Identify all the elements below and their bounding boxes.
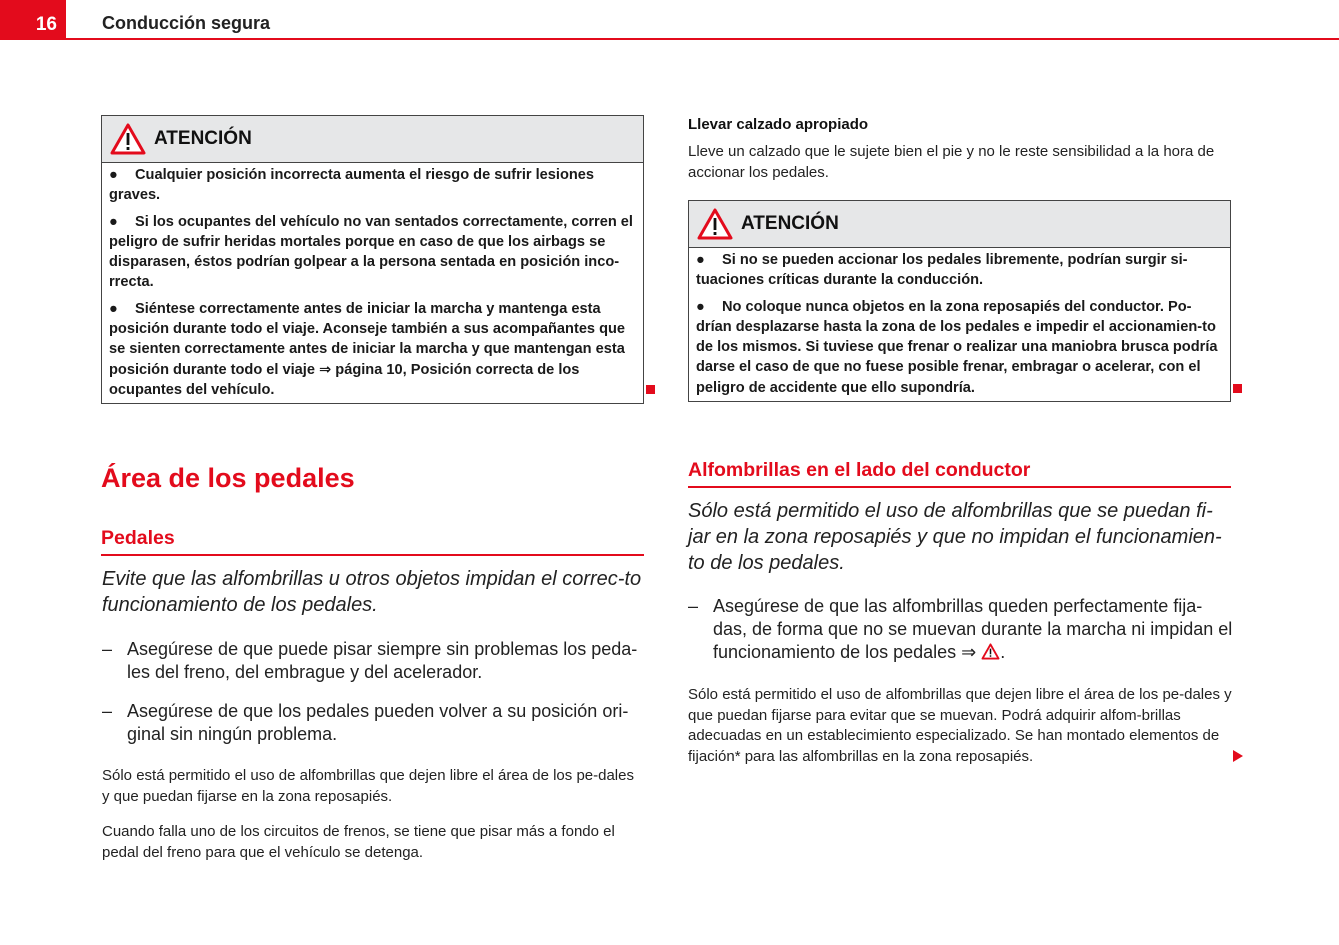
header-rule	[66, 38, 1339, 40]
bullet-icon: ●	[109, 167, 118, 183]
subsection-title-alfombrillas: Alfombrillas en el lado del conductor	[688, 459, 1231, 488]
intro-text: Sólo está permitido el uso de alfombrillas que se puedan fi-jar en la zona reposapiés y que no impidan el funcionamien-to de los pedales.	[688, 500, 1222, 574]
instruction-item: – Asegúrese de que los pedales pueden volver a su posición ori-ginal sin ningún problema.	[102, 701, 629, 744]
dash-icon: –	[102, 639, 113, 659]
bullet-icon: ●	[696, 298, 705, 315]
warning-title: ATENCIÓN	[154, 128, 252, 149]
dash-icon: –	[102, 701, 113, 721]
body-paragraph: Sólo está permitido el uso de alfombrillas que dejen libre el área de los pe-dales y que puedan fijarse para evitar que se muevan. Podrá adquirir alfom-brillas adecuadas en un establecimiento especializado. Se han montado elementos de fijación* para las alfombrillas en la zona reposapiés.	[688, 686, 1232, 765]
subsection-title-pedales: Pedales	[101, 527, 644, 556]
bullet-icon: ●	[696, 252, 705, 268]
instruction-item: – Asegúrese de que puede pisar siempre sin problemas los peda-les del freno, del embrague y del acelerador.	[102, 639, 638, 682]
end-of-section-mark	[646, 385, 655, 394]
warning-box-pedals	[688, 200, 1231, 402]
chapter-title: Conducción segura	[102, 13, 271, 33]
warning-triangle-icon	[697, 208, 733, 240]
warning-header	[689, 201, 1230, 248]
warning-item: ● Cualquier posición incorrecta aumenta el riesgo de sufrir lesiones graves.	[109, 167, 595, 204]
warning-reference-icon[interactable]	[981, 643, 1000, 660]
body-paragraph: Sólo está permitido el uso de alfombrillas que dejen libre el área de los pe-dales y que puedan fijarse en la zona reposapiés.	[102, 767, 634, 805]
warning-body	[689, 248, 1230, 401]
warning-item: ● Si no se pueden accionar los pedales libremente, podrían surgir si-tuaciones críticas durante la conducción.	[696, 252, 1188, 289]
bullet-icon: ●	[109, 213, 118, 230]
continue-arrow-icon	[1233, 750, 1243, 762]
dash-icon: –	[688, 596, 699, 616]
warning-triangle-icon	[110, 123, 146, 155]
warning-body	[102, 163, 643, 403]
instruction-item: – Asegúrese de que las alfombrillas queden perfectamente fija-das, de forma que no se muevan durante la marcha ni impidan el funcionamiento de los pedales ⇒ .	[688, 596, 1233, 662]
body-paragraph: Lleve un calzado que le sujete bien el pie y no le reste sensibilidad a la hora de accionar los pedales.	[688, 143, 1215, 181]
subhead-calzado: Llevar calzado apropiado	[688, 116, 869, 133]
bullet-icon: ●	[109, 300, 118, 317]
intro-text: Evite que las alfombrillas u otros objetos impidan el correc-to funcionamiento de los pedales.	[102, 568, 642, 616]
warning-header	[102, 116, 643, 163]
warning-item: ● No coloque nunca objetos en la zona reposapiés del conductor. Po-drían desplazarse hasta la zona de los pedales e impedir el accionamien-to de los mismos. Si tuviese que frenar o realizar una maniobra brusca podría darse el caso de que no fuese posible frenar, embragar o acelerar, con el peligro de accidente que ello supondría.	[696, 298, 1218, 396]
end-of-section-mark	[1233, 384, 1242, 393]
warning-box-seating	[101, 115, 644, 404]
warning-item: ● Si los ocupantes del vehículo no van sentados correctamente, corren el peligro de sufrir heridas mortales porque en caso de que los airbags se disparasen, éstos podrían golpear a la persona sentada en posición inco-rrecta.	[109, 213, 633, 291]
warning-item: ● Siéntese correctamente antes de iniciar la marcha y mantenga esta posición durante todo el viaje. Aconseje también a sus acompañantes que se sienten correctamente antes de iniciar la marcha y que mantengan esta posición durante todo el viaje ⇒ página 10, Posición correcta de los ocupantes del vehículo.	[109, 300, 626, 398]
body-paragraph: Cuando falla uno de los circuitos de frenos, se tiene que pisar más a fondo el pedal del freno para que el vehículo se detenga.	[102, 823, 615, 861]
warning-title: ATENCIÓN	[741, 213, 839, 234]
section-title: Área de los pedales	[101, 463, 355, 493]
page-number: 16	[0, 0, 66, 40]
